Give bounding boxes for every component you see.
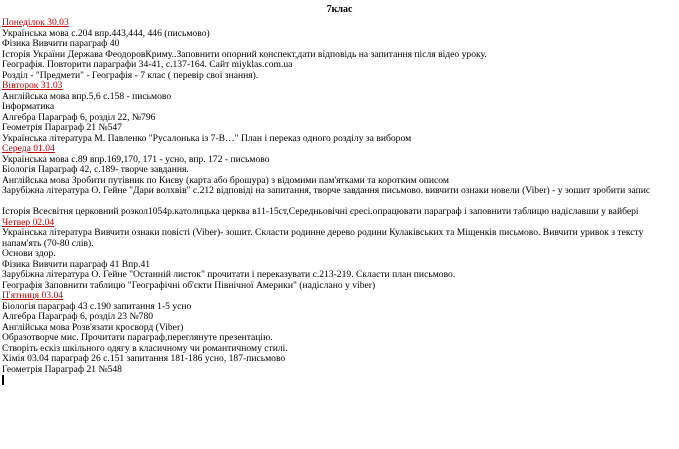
day-heading: Середа 01.04 (2, 144, 55, 154)
assignment-line: Українська література Вивчити ознаки повісті (Viber)- зошит. Скласти родинне дерево родини Кулаківських та Міщенків письмово. Вивчити уривок з тексту напам'ять (70-80 слів). (2, 228, 644, 249)
day-heading: Понеділок 30.03 (2, 18, 69, 28)
assignment-line: Українська мова с.89 впр.169,170, 171 - усно, впр. 172 - письмово (2, 154, 270, 165)
assignment-line: Створіть ескіз шкільного одягу в класичному чи романтичному стилі. (2, 343, 288, 354)
assignment-line: Алгебра Параграф 6, розділ 23 №780 (2, 312, 154, 322)
assignment-line: Фізика Вивчити параграф 40 (2, 39, 120, 49)
assignment-line: Геометрія Параграф 21 №548 (2, 364, 122, 375)
assignment-line: Біологія Параграф 42, с.189- творче завдання. (2, 165, 189, 175)
assignment-line: Історія Всесвітня церковний розкол1054р.католицька церква в11-15ст,Середньовічні єресі.опрацювати параграф і заповнити таблицю надіславши у вайбері (2, 207, 639, 217)
assignment-line: Географія Заповнити таблицю "Географічні об'єкти Північної Америки" (надіслано у viber) (2, 280, 376, 291)
assignment-line: Біологія параграф 43 с.190 запитання 1-5 усно (2, 301, 192, 312)
assignment-line: Географія. Повторити параграфи 34-41, с.137-164. Сайт miyklas.com.ua (2, 60, 293, 70)
text-cursor (2, 375, 676, 386)
assignment-line: Українська мова с.204 впр.443,444, 446 (письмово) (2, 28, 210, 39)
assignment-line: Англійська мова Розв'язати кросворд (Viber) (2, 322, 184, 333)
document-body[interactable] (2, 18, 676, 386)
assignment-line: Зарубіжна література О. Гейне "Дари волхвів" с.212 відповіді на запитання, творче завдання письмово. вивчити ознаки новели (Viber) - у зошит зробити запис (2, 186, 651, 196)
day-heading: Четвер 02.04 (2, 217, 55, 228)
assignment-line: Образотворче мис. Прочитати параграф,переглянуте презентацію. (2, 333, 273, 343)
assignment-line: Основи здор. (2, 249, 56, 259)
assignment-line: Історія України Держава ФеодоровКриму..Заповнити опорний конспект,дати відповідь на запитання після відео уроку. (2, 49, 487, 60)
day-heading: Вівторок 31.03 (2, 81, 63, 91)
assignment-line: Алгебра Параграф 6, розділ 22, №796 (2, 112, 156, 123)
assignment-line: Розділ - "Предмети" - Географія - 7 клас ( перевір свої знання). (2, 70, 259, 81)
assignment-line: Інформатика (2, 102, 55, 112)
day-heading: П'ятниця 03.04 (2, 291, 64, 301)
assignment-line: Хімія 03.04 параграф 26 с.151 запитання 181-186 усно, 187-письмово (2, 354, 286, 364)
assignment-line: Англійська мова впр.5,6 с.158 - письмово (2, 91, 172, 102)
assignment-line: Фізика Вивчити параграф 41 Впр.41 (2, 259, 151, 270)
page-title: 7клас (326, 4, 353, 15)
assignment-line: Англійська мова Зробити путівник по Києву (карта або брошура) з відомими пам'ятками та коротким описом (2, 175, 449, 186)
assignment-line: Геометрія Параграф 21 №547 (2, 123, 122, 133)
assignment-line: Українська література М. Павленко "Русалонька із 7-В…" План і переказ одного розділу за вибором (2, 133, 412, 144)
assignment-line: Зарубіжна література О. Гейне "Останній листок" прочитати і переказувати с.213-219. Скласти план письмово. (2, 270, 456, 280)
